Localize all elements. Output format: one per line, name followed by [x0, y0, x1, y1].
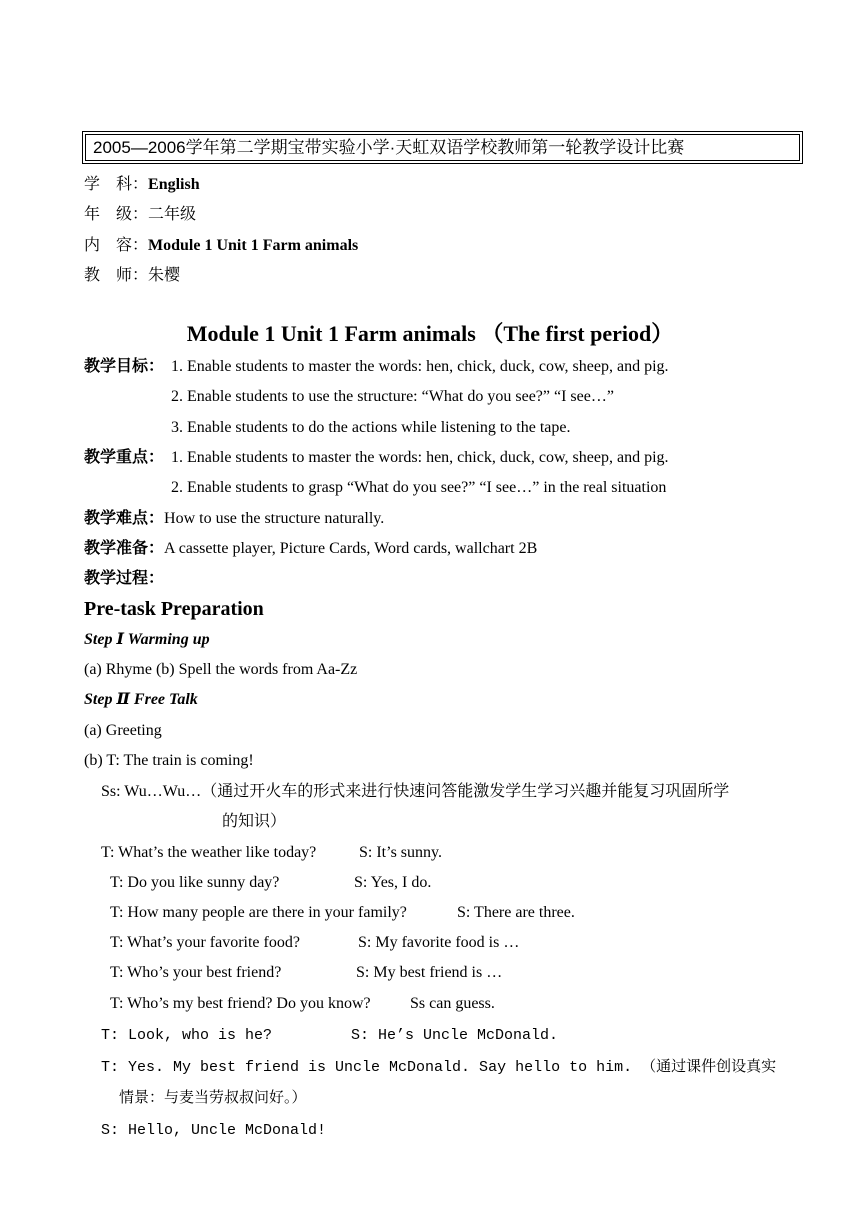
- subject-value: English: [148, 176, 200, 193]
- step1-title: Step Ⅰ Warming up: [84, 631, 210, 648]
- objectives-label: 教学目标：: [84, 358, 165, 375]
- content-label: 内 容：: [84, 237, 149, 254]
- step2-item-a: (a) Greeting: [84, 722, 162, 739]
- dialogue-teacher: T: What’s the weather like today?: [101, 844, 317, 861]
- dialogue-student: Ss can guess.: [410, 995, 495, 1012]
- content-value: Module 1 Unit 1 Farm animals: [148, 237, 359, 254]
- teacher-value: 朱樱: [148, 267, 181, 284]
- preparation-text: A cassette player, Picture Cards, Word cards, wallchart 2B: [164, 540, 538, 557]
- teacher-label: 教 师：: [84, 267, 149, 284]
- students-response: Ss: Wu…Wu…（通过开火车的形式来进行快速问答能激发学生学习兴趣并能复习巩固所学: [101, 783, 730, 800]
- lesson-title: Module 1 Unit 1 Farm animals （The first period）: [186, 321, 674, 346]
- objective-item: 3. Enable students to do the actions while listening to the tape.: [171, 419, 571, 436]
- dialogue-teacher: T: Who’s your best friend?: [110, 964, 282, 981]
- dialogue-teacher-yes-cont: 情景：与麦当劳叔叔问好。）: [119, 1090, 307, 1107]
- grade-value: 二年级: [148, 206, 197, 223]
- dialogue-teacher: T: What’s your favorite food?: [110, 934, 300, 951]
- dialogue-student-look: S: He’s Uncle McDonald.: [351, 1027, 559, 1044]
- step2-title: Step Ⅱ Free Talk: [84, 691, 198, 708]
- objective-item: 1. Enable students to master the words: hen, chick, duck, cow, sheep, and pig.: [171, 358, 669, 375]
- students-response-cont: 的知识）: [222, 813, 287, 830]
- difficulty: [84, 509, 384, 529]
- info-content: [84, 236, 358, 256]
- section-heading: Pre-task Preparation: [84, 598, 264, 620]
- key-points-label: 教学重点：: [84, 449, 165, 466]
- step2-item-b: (b) T: The train is coming!: [84, 752, 254, 769]
- preparation-label: 教学准备：: [84, 540, 165, 557]
- key-point-item: 1. Enable students to master the words: hen, chick, duck, cow, sheep, and pig.: [171, 449, 669, 466]
- dialogue-student: S: There are three.: [457, 904, 575, 921]
- info-teacher: [84, 266, 180, 286]
- key-point-item: 2. Enable students to grasp “What do you see?” “I see…” in the real situation: [171, 479, 667, 496]
- dialogue-teacher: T: Who’s my best friend? Do you know?: [110, 995, 371, 1012]
- dialogue-teacher: T: How many people are there in your family?: [110, 904, 407, 921]
- dialogue-student: S: It’s sunny.: [359, 844, 442, 861]
- grade-label: 年 级：: [84, 206, 149, 223]
- objective-item: 2. Enable students to use the structure: “What do you see?” “I see…”: [171, 388, 614, 405]
- difficulty-text: How to use the structure naturally.: [164, 510, 385, 527]
- dialogue-teacher-yes: T: Yes. My best friend is Uncle McDonald. Say hello to him. （通过课件创设真实: [101, 1059, 777, 1076]
- dialogue-teacher-look: T: Look, who is he?: [101, 1027, 273, 1044]
- contest-banner-text: 2005—2006学年第二学期宝带实验小学·天虹双语学校教师第一轮教学设计比赛: [85, 134, 800, 161]
- process-label: 教学过程：: [84, 570, 165, 587]
- info-subject: [84, 175, 200, 195]
- info-grade: [84, 205, 196, 225]
- dialogue-student: S: Yes, I do.: [354, 874, 432, 891]
- dialogue-teacher: T: Do you like sunny day?: [110, 874, 280, 891]
- dialogue-student: S: My best friend is …: [356, 964, 503, 981]
- preparation: [84, 539, 537, 559]
- difficulty-label: 教学难点：: [84, 510, 165, 527]
- contest-banner: [82, 131, 803, 164]
- step1-text: (a) Rhyme (b) Spell the words from Aa-Zz: [84, 661, 358, 678]
- dialogue-student-hello: S: Hello, Uncle McDonald!: [101, 1122, 327, 1139]
- dialogue-student: S: My favorite food is …: [358, 934, 520, 951]
- subject-label: 学 科：: [84, 176, 149, 193]
